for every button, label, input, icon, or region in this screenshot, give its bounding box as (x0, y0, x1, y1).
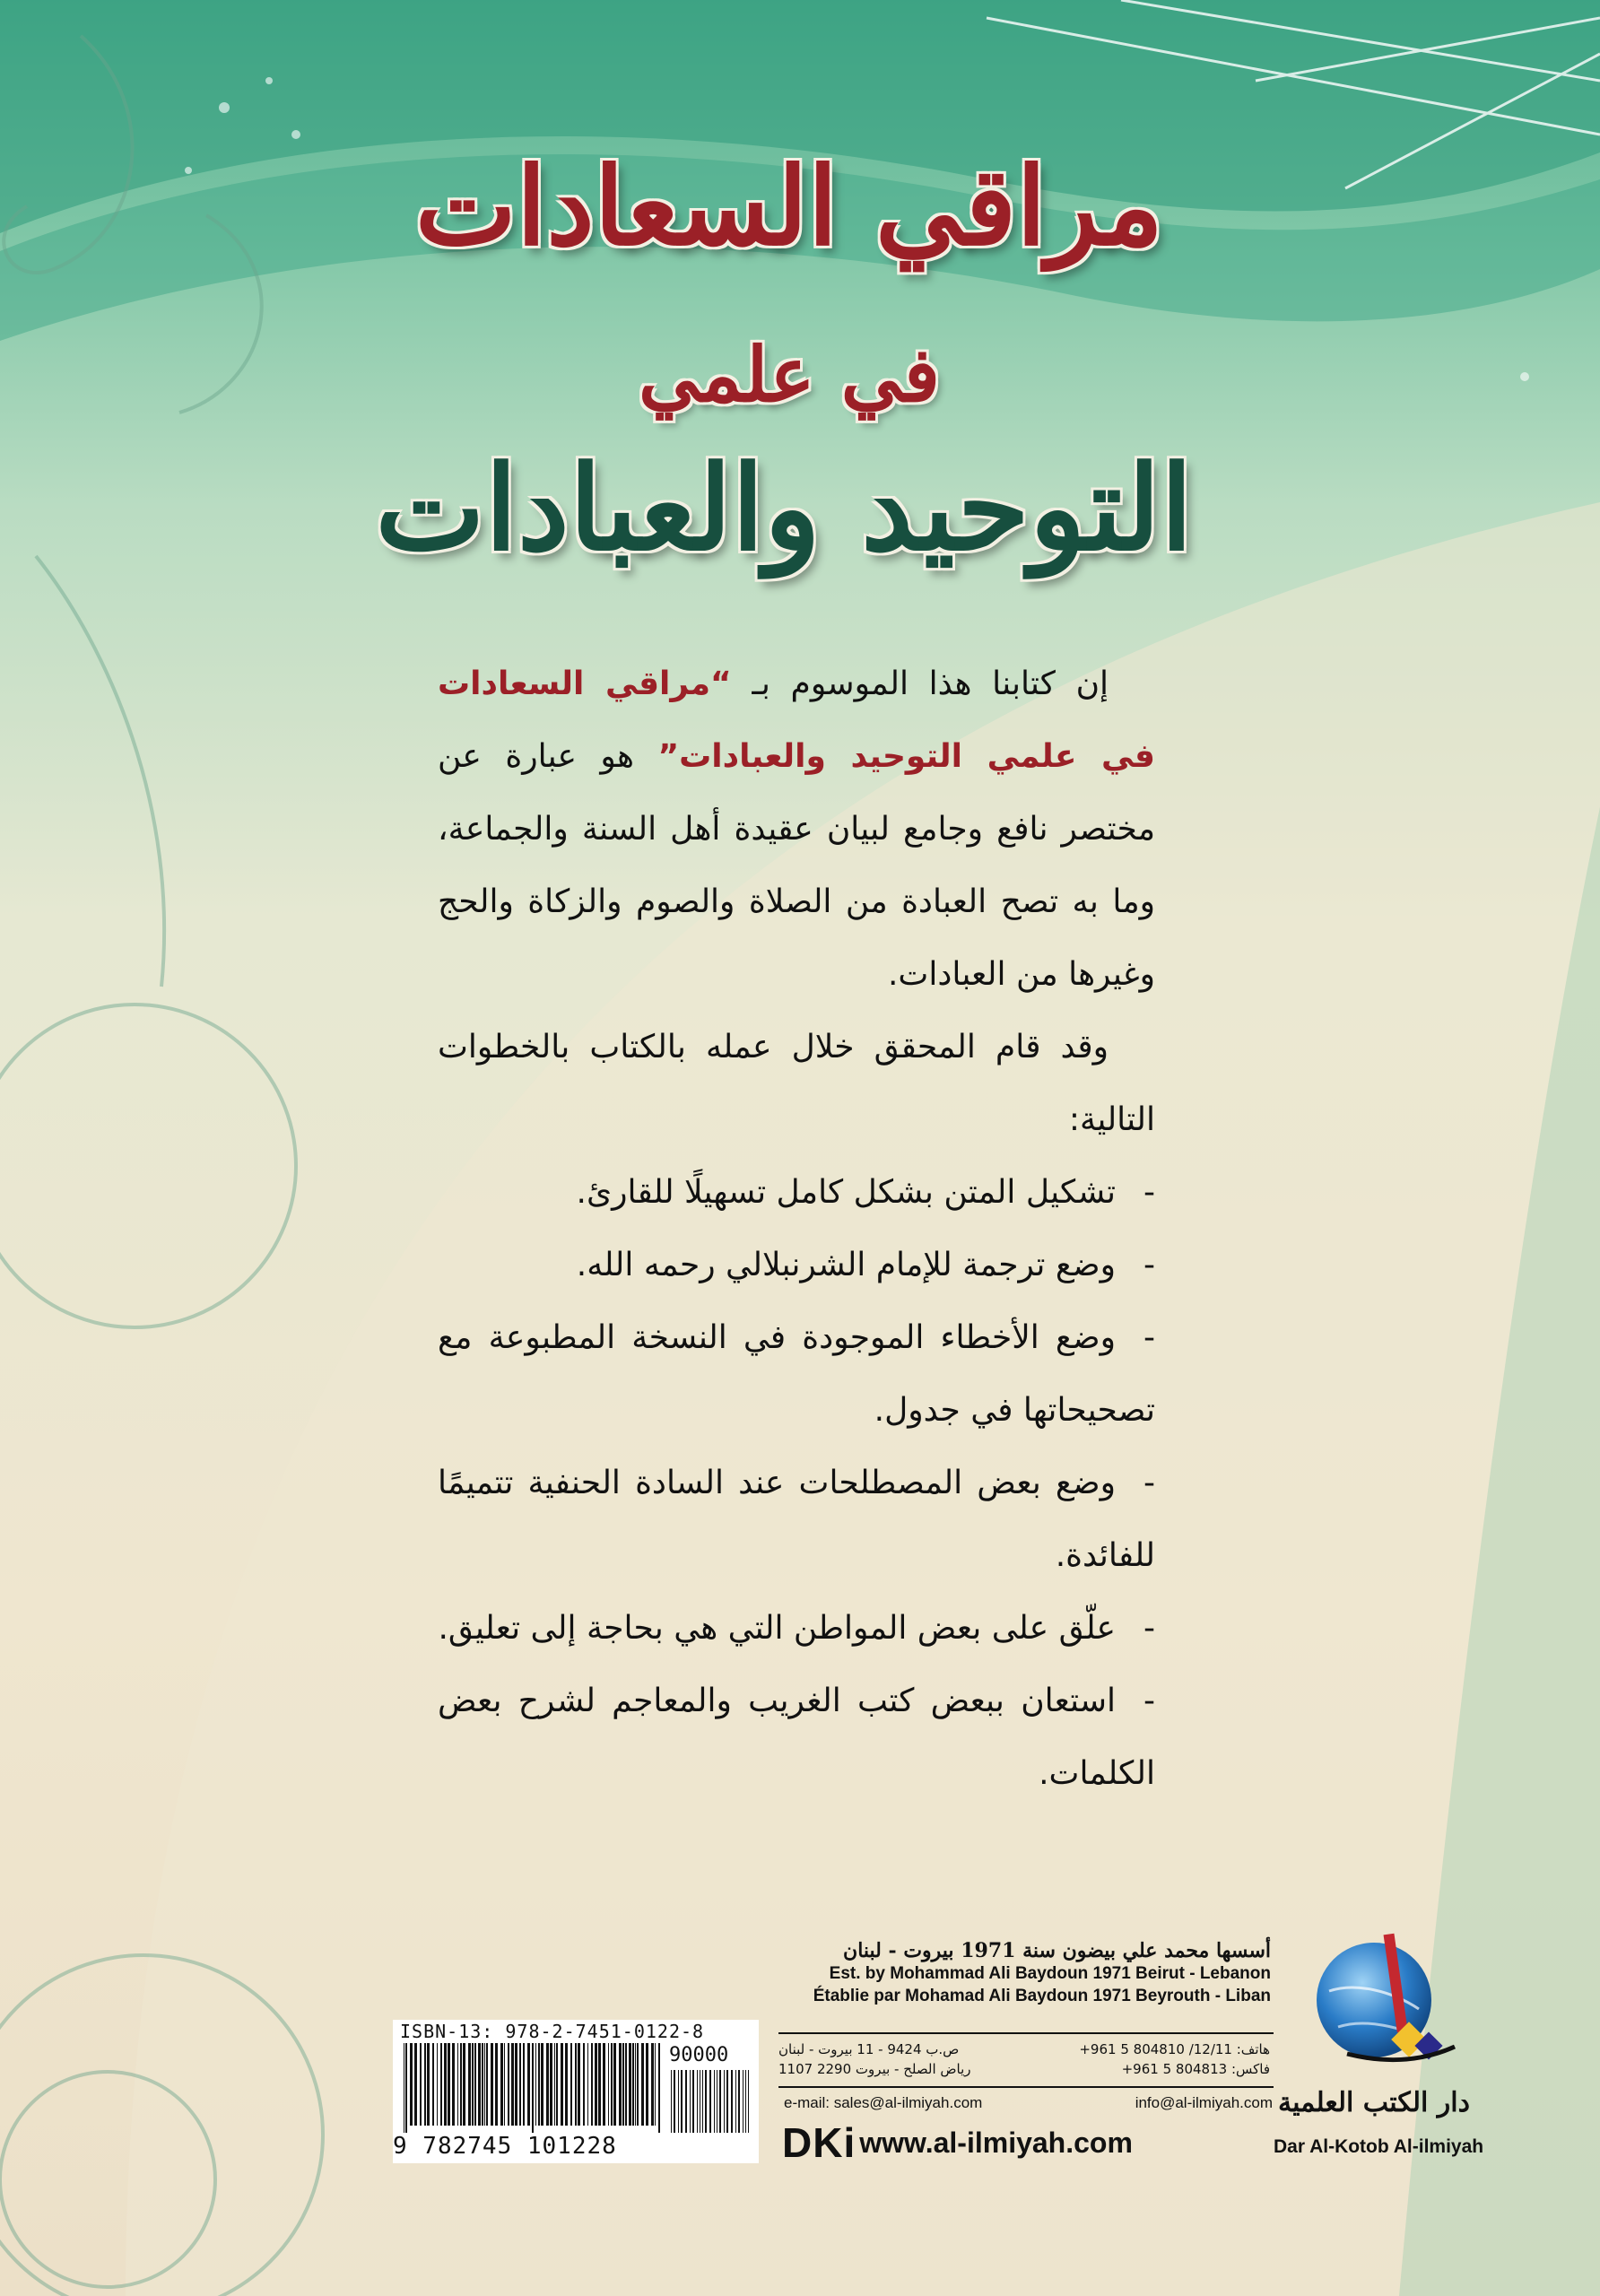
barcode-bar (508, 2043, 509, 2126)
isbn-label: ISBN-13: 978-2-7451-0122-8 (400, 2021, 705, 2042)
barcode-bar (452, 2043, 455, 2126)
addon-bar (714, 2070, 715, 2133)
addon-bar (685, 2070, 687, 2133)
barcode-bar (655, 2043, 656, 2126)
barcode-bar (405, 2043, 407, 2133)
barcode-bar (463, 2043, 465, 2126)
bullet-item (438, 1665, 1155, 1810)
addon-bar (678, 2070, 679, 2133)
intro-paragraph (438, 648, 1155, 1011)
barcode-bar (515, 2043, 517, 2126)
addon-bar (748, 2070, 749, 2133)
barcode-bar (538, 2043, 540, 2126)
barcode-bar (632, 2043, 634, 2126)
barcode-bar (598, 2043, 601, 2126)
barcode-bar (468, 2043, 471, 2126)
barcode-bar (603, 2043, 605, 2126)
bullet-marker: - (1143, 1247, 1155, 1283)
barcode-bar (641, 2043, 644, 2126)
addon-bar (692, 2070, 694, 2133)
barcode-bar (608, 2043, 609, 2126)
addon-bar (674, 2070, 675, 2133)
contact-row (778, 2059, 1270, 2079)
barcode-bar (658, 2043, 660, 2133)
founded-french: Établie par Mohamad Ali Baydoun 1971 Beyrouth - Liban (813, 1987, 1271, 2005)
barcode-digits: 9 782745 101228 (393, 2133, 617, 2160)
bullet-text: علّق على بعض المواطن التي هي بحاجة إلى تعليق. (438, 1610, 1116, 1647)
barcode-bar (420, 2043, 422, 2126)
bullet-text: وضع ترجمة للإمام الشرنبلالي رحمه الله. (576, 1247, 1116, 1283)
intro-lead: إن كتابنا هذا الموسوم بـ (731, 665, 1109, 702)
publisher-name-english: Dar Al-Kotob Al-ilmiyah (1274, 2136, 1484, 2157)
addon-bar (705, 2070, 707, 2133)
contact-row (778, 2039, 1270, 2059)
barcode-bar (504, 2043, 505, 2126)
barcode-bar (491, 2043, 493, 2126)
bullet-text: وضع بعض المصطلحات عند السادة الحنفية تتميمًا للفائدة. (438, 1465, 1155, 1574)
barcode-bar (457, 2043, 458, 2126)
barcode-bar (482, 2043, 483, 2126)
phone-number: هاتف: 12/11/ 804810 5 961+ (1079, 2041, 1270, 2057)
addon-bar (731, 2070, 733, 2133)
barcode-bar (444, 2043, 447, 2126)
contact-block (778, 2039, 1270, 2079)
bullet-item (438, 1592, 1155, 1665)
addon-bar (690, 2070, 691, 2133)
bullet-item (438, 1301, 1155, 1447)
sales-email[interactable]: e-mail: sales@al-ilmiyah.com (784, 2094, 983, 2111)
info-email[interactable]: info@al-ilmiyah.com (1135, 2094, 1273, 2111)
title-line-2: في علمي (639, 330, 940, 419)
barcode-bar (591, 2043, 593, 2126)
steps-intro (438, 1011, 1155, 1156)
bullet-item (438, 1156, 1155, 1229)
barcode-bar (629, 2043, 631, 2126)
bullet-marker: - (1143, 1610, 1155, 1647)
addon-bar (735, 2070, 736, 2133)
barcode-bar (532, 2043, 534, 2133)
globe-logo-icon (1311, 1928, 1464, 2090)
addon-bar (681, 2070, 683, 2133)
bullet-text: تشكيل المتن بشكل كامل تسهيلًا للقارئ. (576, 1174, 1116, 1211)
barcode-bar (472, 2043, 474, 2126)
dki-logo-text: DKi (782, 2119, 857, 2166)
barcode-bar (414, 2043, 417, 2126)
brand-row (782, 2118, 1284, 2167)
barcode-addon-number: 90000 (669, 2044, 729, 2066)
barcode-bar (500, 2043, 503, 2126)
bullet-marker: - (1143, 1174, 1155, 1211)
title-line-1: مراقي السعادات (414, 144, 1164, 270)
riad-address: رياض الصلح - بيروت 2290 1107 (778, 2061, 971, 2077)
po-box: ص.ب 9424 - 11 بيروت - لبنان (778, 2041, 960, 2057)
divider (778, 2086, 1274, 2088)
barcode-bar (595, 2043, 597, 2126)
barcode-bar (646, 2043, 648, 2126)
email-row (784, 2094, 1273, 2112)
barcode-bar (511, 2043, 514, 2126)
bullet-marker: - (1143, 1465, 1155, 1501)
bullet-item (438, 1447, 1155, 1592)
founded-arabic: أسسها محمد علي بيضون سنة 1971 بيروت - لبنان (843, 1939, 1271, 1962)
barcode-bar (635, 2043, 636, 2126)
barcode-bar (440, 2043, 442, 2126)
barcode-bar (556, 2043, 558, 2126)
publisher-founding (764, 1939, 1271, 2007)
bullet-item (438, 1229, 1155, 1301)
publisher-name-arabic: دار الكتب العلمية (1278, 2087, 1470, 2118)
barcode-bar (541, 2043, 543, 2126)
barcode-bar (619, 2043, 622, 2126)
barcode-bar (535, 2043, 536, 2126)
barcode-bar (546, 2043, 549, 2126)
barcode-bar (460, 2043, 462, 2126)
website-link[interactable]: www.al-ilmiyah.com (859, 2126, 1133, 2159)
barcode-bar (495, 2043, 498, 2126)
barcode-bar (625, 2043, 627, 2126)
barcode-bar (565, 2043, 568, 2126)
addon-bar (709, 2070, 711, 2133)
barcode-bar (561, 2043, 563, 2126)
barcode-bar (478, 2043, 481, 2126)
barcode-bar (448, 2043, 450, 2126)
barcode-bar (570, 2043, 572, 2126)
barcode-bar (611, 2043, 613, 2126)
barcode-bar (427, 2043, 430, 2126)
barcode-bar (637, 2043, 639, 2126)
addon-bar (738, 2070, 740, 2133)
barcode-bar (523, 2043, 525, 2126)
barcode-bar (424, 2043, 426, 2126)
barcode-bar (432, 2043, 434, 2126)
fax-number: فاكس: 804813 5 961+ (1121, 2061, 1270, 2077)
description (438, 648, 1155, 1810)
addon-bar (745, 2070, 746, 2133)
barcode-bar (613, 2043, 616, 2126)
addon-bar (702, 2070, 703, 2133)
founded-english: Est. by Mohammad Ali Baydoun 1971 Beirut - Lebanon (829, 1964, 1271, 1983)
barcode-bar (554, 2043, 555, 2126)
bullet-marker: - (1143, 1683, 1155, 1719)
barcode-bar (587, 2043, 588, 2126)
addon-bar (671, 2070, 672, 2133)
divider (778, 2032, 1274, 2034)
addon-bar (719, 2070, 721, 2133)
bullet-marker: - (1143, 1319, 1155, 1356)
book-title-highlight: “مراقي السعادات في علمي التوحيد والعبادات” (438, 665, 1155, 775)
barcode-bar (437, 2043, 438, 2126)
title-line-3: التوحيد والعبادات (375, 439, 1193, 577)
barcode-bar (474, 2043, 476, 2126)
barcode-bar (622, 2043, 624, 2126)
bullet-text: وضع الأخطاء الموجودة في النسخة المطبوعة مع تصحيحاتها في جدول. (438, 1319, 1155, 1429)
steps-intro-text: وقد قام المحقق خلال عمله بالكتاب بالخطوات التالية: (438, 1029, 1155, 1138)
addon-bar (726, 2070, 728, 2133)
barcode-bar (583, 2043, 585, 2126)
addon-bar (697, 2070, 698, 2133)
intro-rest: هو عبارة عن مختصر نافع وجامع لبيان عقيدة أهل السنة والجماعة، وما به تصح العبادة من الصلاة والصوم والزكاة والحج وغيرها من العبادات. (438, 738, 1155, 993)
barcode-bar (550, 2043, 552, 2126)
barcode-bar (527, 2043, 530, 2126)
barcode-bar (578, 2043, 580, 2126)
barcode-bar (410, 2043, 413, 2126)
barcode-bar (484, 2043, 485, 2126)
barcode-bar (486, 2043, 488, 2126)
barcode-bar (651, 2043, 654, 2126)
barcode-bar (519, 2043, 521, 2126)
bullet-text: استعان ببعض كتب الغريب والمعاجم لشرح بعض الكلمات. (438, 1683, 1155, 1792)
barcode-bar (575, 2043, 577, 2126)
addon-bar (724, 2070, 725, 2133)
